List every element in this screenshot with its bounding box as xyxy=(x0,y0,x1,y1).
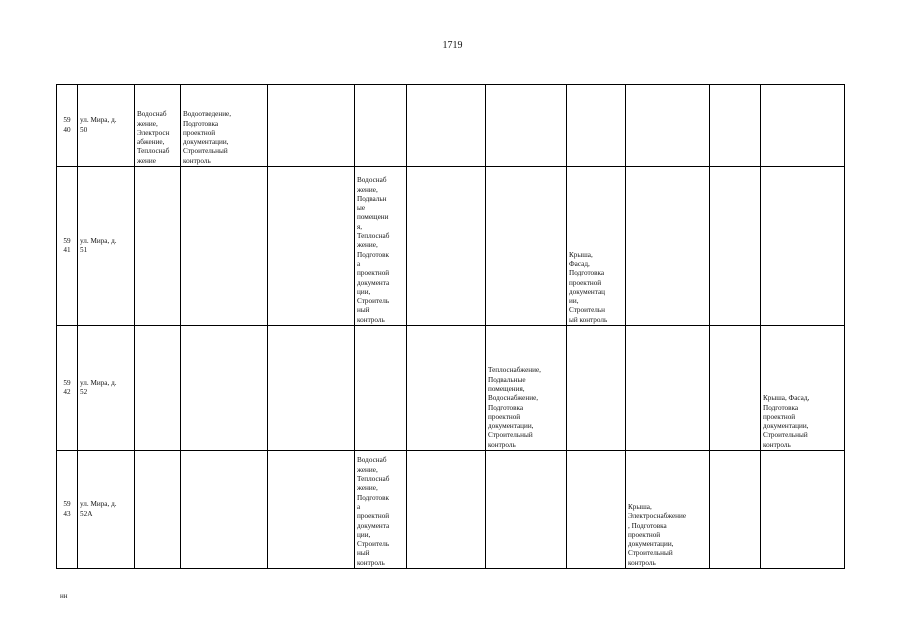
work-cell xyxy=(626,326,710,451)
work-cell xyxy=(181,326,268,451)
work-cell xyxy=(710,326,761,451)
work-cell xyxy=(355,85,407,167)
row-number-cell: 59 41 xyxy=(57,167,78,326)
work-cell xyxy=(710,85,761,167)
work-cell xyxy=(268,326,355,451)
work-cell: Крыша, Фасад, Подготовка проектной документации, Строительный контроль xyxy=(761,326,845,451)
work-cell: Крыша, Электроснабжение , Подготовка проектной документации, Строительный контроль xyxy=(626,451,710,569)
work-cell: Водоснаб жение, Подвальн ые помещени я, Теплоснаб жение, Подготовк а проектной документа ции, Строитель ный контроль xyxy=(355,167,407,326)
address-cell: ул. Мира, д. 50 xyxy=(78,85,135,167)
work-cell xyxy=(626,85,710,167)
work-cell xyxy=(761,451,845,569)
work-cell xyxy=(407,451,486,569)
row-number-cell: 59 43 xyxy=(57,451,78,569)
work-cell xyxy=(181,451,268,569)
work-cell xyxy=(567,85,626,167)
work-cell xyxy=(567,451,626,569)
work-cell xyxy=(268,451,355,569)
work-cell xyxy=(486,85,567,167)
row-number-cell: 59 42 xyxy=(57,326,78,451)
address-cell: ул. Мира, д. 52 xyxy=(78,326,135,451)
work-cell xyxy=(486,167,567,326)
work-cell: Теплоснабжение, Подвальные помещения, Водоснабжение, Подготовка проектной документации, Строительный контроль xyxy=(486,326,567,451)
work-cell xyxy=(407,85,486,167)
work-cell: Водоснаб жение, Электросн абжение, Теплоснаб жение xyxy=(135,85,181,167)
address-cell: ул. Мира, д. 51 xyxy=(78,167,135,326)
work-cell xyxy=(181,167,268,326)
works-table xyxy=(56,84,845,569)
work-cell xyxy=(407,326,486,451)
work-cell xyxy=(407,167,486,326)
work-cell xyxy=(268,167,355,326)
work-cell xyxy=(135,167,181,326)
table-row xyxy=(57,451,845,569)
table-row xyxy=(57,85,845,167)
table-row xyxy=(57,167,845,326)
table-row xyxy=(57,326,845,451)
work-cell xyxy=(710,167,761,326)
row-number-cell: 59 40 xyxy=(57,85,78,167)
footer-mark: нн xyxy=(60,592,68,600)
work-cell xyxy=(135,451,181,569)
work-cell xyxy=(486,451,567,569)
work-cell: Водоснаб жение, Теплоснаб жение, Подготовк а проектной документа ции, Строитель ный контроль xyxy=(355,451,407,569)
work-cell xyxy=(761,85,845,167)
work-cell xyxy=(135,326,181,451)
address-cell: ул. Мира, д. 52А xyxy=(78,451,135,569)
work-cell xyxy=(626,167,710,326)
work-cell xyxy=(355,326,407,451)
page-number: 1719 xyxy=(442,40,463,51)
work-cell xyxy=(710,451,761,569)
work-cell xyxy=(268,85,355,167)
work-cell xyxy=(567,326,626,451)
work-cell xyxy=(761,167,845,326)
work-cell: Водоотведение, Подготовка проектной документации, Строительный контроль xyxy=(181,85,268,167)
work-cell: Крыша, Фасад, Подготовка проектной документац ии, Строительн ый контроль xyxy=(567,167,626,326)
